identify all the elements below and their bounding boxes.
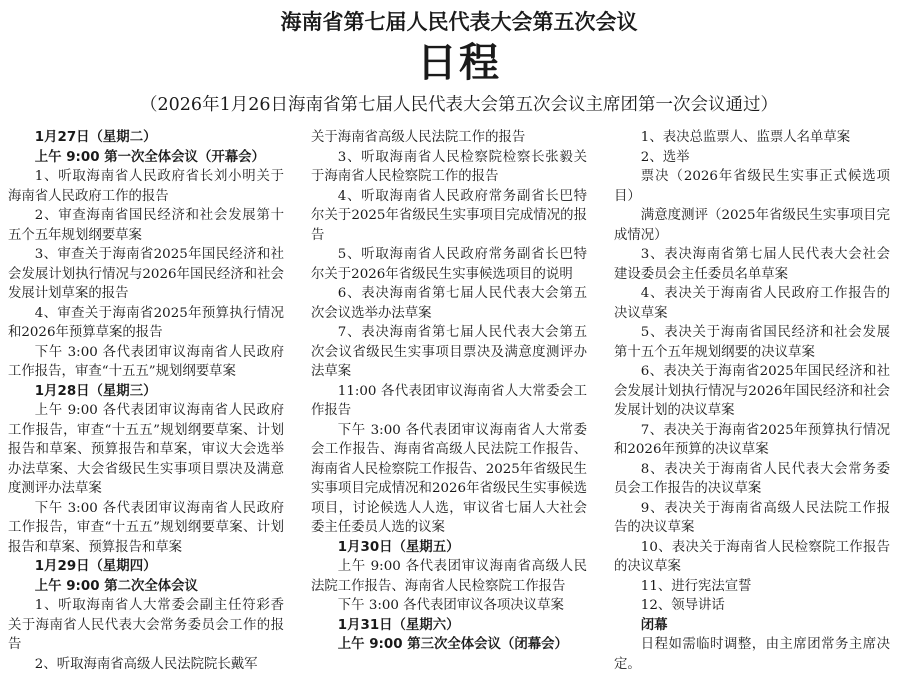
schedule-paragraph: 3、表决海南省第七届人民代表大会社会建设委员会主任委员名单草案 [614,247,890,282]
main-title: 日程 [417,40,501,86]
schedule-paragraph: 关于海南省高级人民法院工作的报告 [311,130,526,145]
schedule-paragraph: 3、听取海南省人民检察院检察长张毅关于海南省人民检察院工作的报告 [311,149,587,184]
schedule-paragraph: 2、选举 [640,149,690,165]
schedule-date: 1月31日（星期六） [337,617,460,633]
schedule-paragraph: 7、表决海南省第七届人民代表大会第五次会议省级民生实事项目票决及满意度测评办法草案 [311,325,587,379]
schedule-paragraph: 票决（2026年省级民生实事正式候选项目） [614,169,890,204]
meeting-title: 海南省第七届人民代表大会第五次会议 [280,10,638,34]
schedule-paragraph: 6、表决海南省第七届人民代表大会第五次会议选举办法草案 [311,286,587,321]
column-2 [311,128,587,655]
column-3 [614,128,890,674]
column-1 [8,128,284,674]
schedule-paragraph: 上午 9:00 各代表团审议海南省高级人民法院工作报告、海南省人民检察院工作报告 [311,559,587,594]
schedule-paragraph: 4、表决关于海南省人民政府工作报告的决议草案 [614,286,890,321]
schedule-date: 1月27日（星期二） [34,130,157,145]
session-heading: 上午 9:00 第三次全体会议（闭幕会） [337,637,568,652]
schedule-paragraph: 6、表决关于海南省2025年国民经济和社会发展计划执行情况与2026年国民经济和社会发展计划的决议草案 [614,364,890,418]
schedule-paragraph: 1、听取海南省人民政府省长刘小明关于海南省人民政府工作的报告 [8,169,284,204]
schedule-paragraph: 11:00 各代表团审议海南省人大常委会工作报告 [311,383,587,418]
schedule-paragraph: 11、进行宪法宣誓 [640,578,752,594]
session-heading: 上午 9:00 第一次全体会议（开幕会） [34,149,265,165]
subtitle: （2026年1月26日海南省第七届人民代表大会第五次会议主席团第一次会议通过） [140,95,778,115]
schedule-date: 1月29日（星期四） [34,559,157,574]
schedule-paragraph: 4、审查关于海南省2025年预算执行情况和2026年预算草案的报告 [8,305,284,340]
schedule-paragraph: 3、审查关于海南省2025年国民经济和社会发展计划执行情况与2026年国民经济和社会发展计划草案的报告 [8,247,284,301]
schedule-paragraph: 日程如需临时调整，由主席团常务主席决定。 [614,637,890,672]
schedule-date: 1月28日（星期三） [34,383,157,399]
schedule-paragraph: 5、听取海南省人民政府常务副省长巴特尔关于2026年省级民生实事候选项目的说明 [311,247,587,282]
schedule-paragraph: 4、听取海南省人民政府常务副省长巴特尔关于2025年省级民生实事项目完成情况的报告 [311,188,587,243]
schedule-paragraph: 满意度测评（2025年省级民生实事项目完成情况） [614,208,890,243]
schedule-paragraph: 9、表决关于海南省高级人民法院工作报告的决议草案 [614,500,890,535]
schedule-paragraph: 下午 3:00 各代表团审议各项决议草案 [337,598,564,613]
schedule-paragraph: 下午 3:00 各代表团审议海南省人大常委会工作报告、海南省高级人民法院工作报告、海南省人民检察院工作报告、2025年省级民生实事项目完成情况和2026年省级民生实事候选项目，讨论候选人人选，审议省七届人大社会委主任委员人选的议案 [311,422,587,535]
schedule-paragraph: 12、领导讲话 [640,598,725,613]
schedule-paragraph: 下午 3:00 各代表团审议海南省人民政府工作报告，审查“十五五”规划纲要草案、计划报告和草案、预算报告和草案 [8,500,284,555]
schedule-paragraph: 8、表决关于海南省人民代表大会常务委员会工作报告的决议草案 [614,461,890,496]
schedule-paragraph: 1、听取海南省人大常委会副主任符彩香关于海南省人民代表大会常务委员会工作的报告 [8,598,284,652]
schedule-paragraph: 10、表决关于海南省人民检察院工作报告的决议草案 [614,539,890,574]
schedule-date: 1月30日（星期五） [337,539,460,555]
schedule-paragraph: 上午 9:00 各代表团审议海南省人民政府工作报告，审查“十五五”规划纲要草案、计划报告和草案、预算报告和草案，审议大会选举办法草案、大会省级民生实事项目票决及满意度测评办法草案 [8,403,284,496]
session-heading: 上午 9:00 第二次全体会议 [34,578,198,594]
schedule-paragraph: 2、听取海南省高级人民法院院长戴军 [34,656,258,672]
schedule-paragraph: 闭幕 [640,617,668,633]
schedule-paragraph: 7、表决关于海南省2025年预算执行情况和2026年预算的决议草案 [614,422,890,457]
schedule-paragraph: 2、审查海南省国民经济和社会发展第十五个五年规划纲要草案 [8,208,284,243]
schedule-paragraph: 5、表决关于海南省国民经济和社会发展第十五个五年规划纲要的决议草案 [614,325,890,360]
schedule-paragraph: 1、表决总监票人、监票人名单草案 [640,130,851,145]
schedule-paragraph: 下午 3:00 各代表团审议海南省人民政府工作报告，审查“十五五”规划纲要草案 [8,344,284,379]
